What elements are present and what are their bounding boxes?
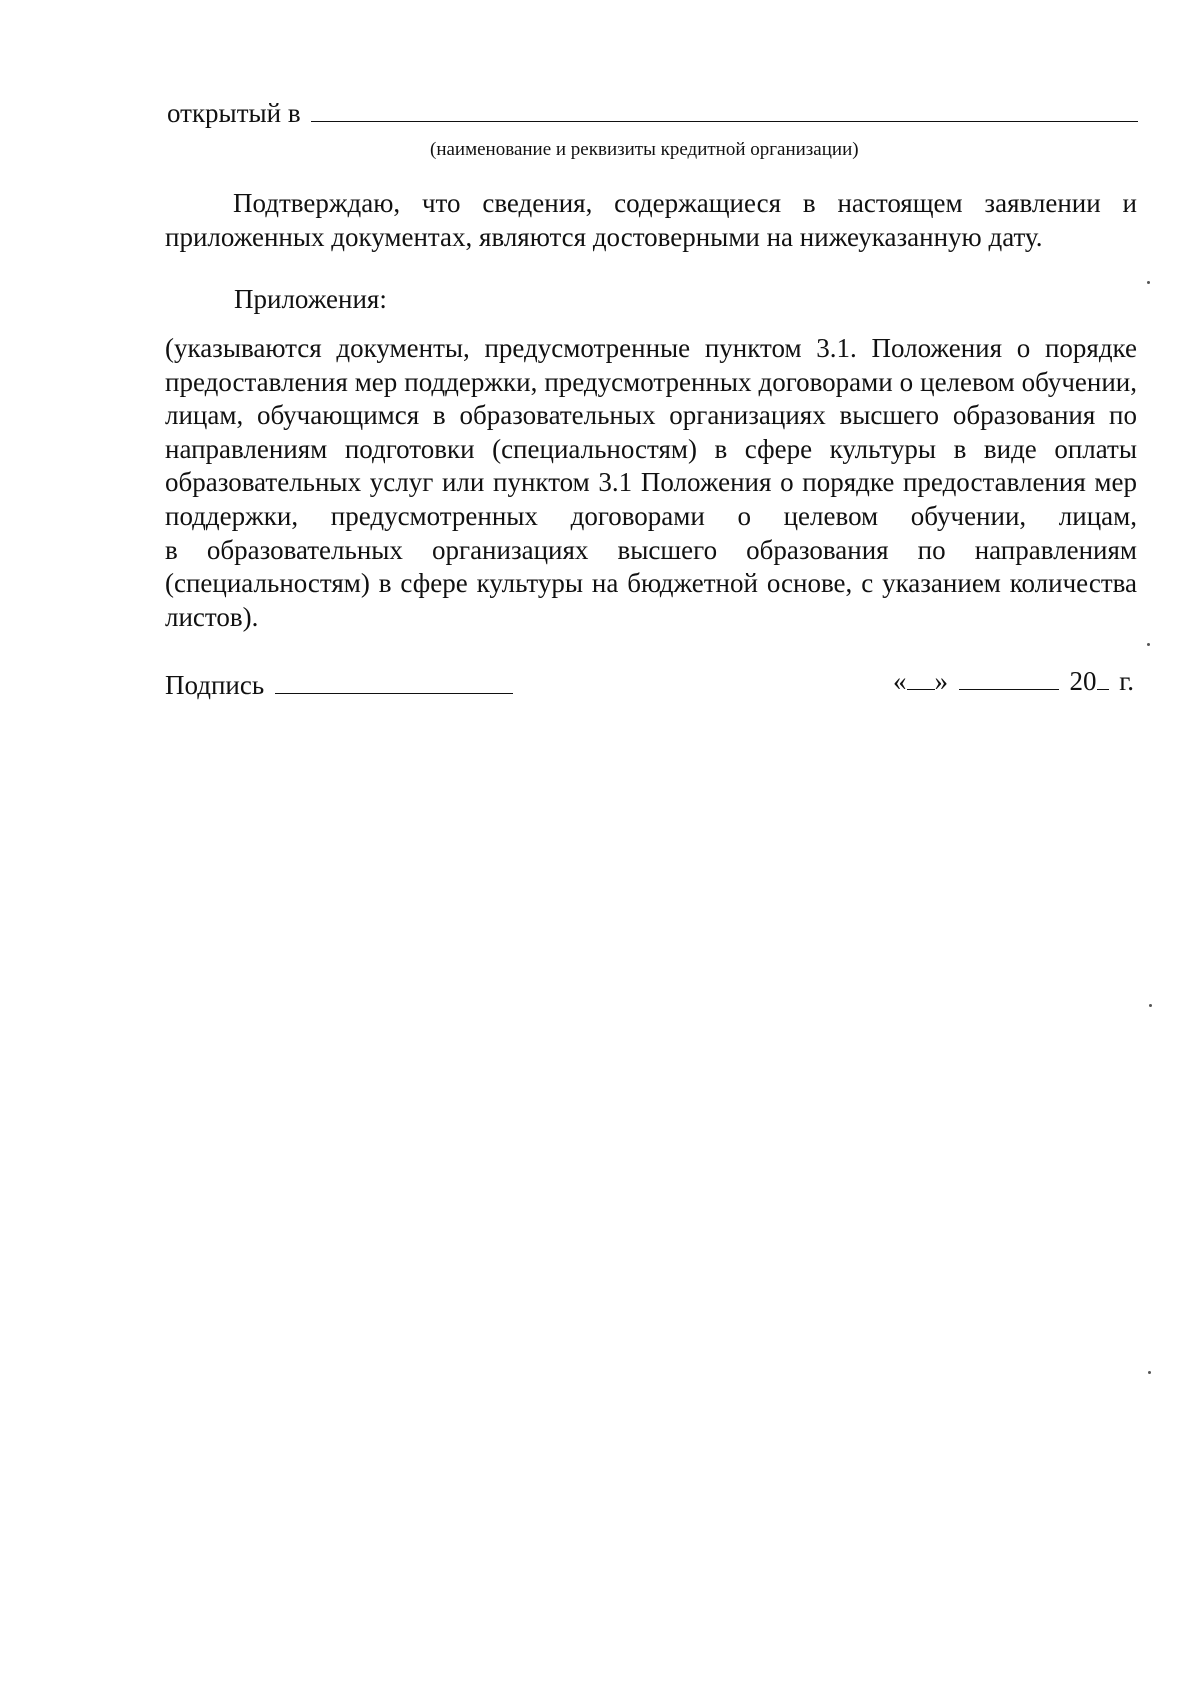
account-bank-caption: (наименование и реквизиты кредитной организации) <box>430 139 859 160</box>
date-month-blank[interactable] <box>959 669 1059 690</box>
date-open-quote: « <box>893 666 907 696</box>
date-year-blank[interactable] <box>1097 669 1109 690</box>
attachments-note-line: (указываются документы, предусмотренные пунктом 3.1. Положения о порядке <box>165 333 1137 363</box>
confirm-paragraph <box>165 187 1137 254</box>
attachments-note-line: направлениям подготовки (специальностям) в сфере культуры в виде оплаты <box>165 433 1137 464</box>
attachments-heading: Приложения: <box>234 284 387 314</box>
scan-speck <box>1147 281 1150 284</box>
date-line <box>893 664 1134 698</box>
account-bank-line <box>167 96 1138 130</box>
confirm-line-1: Подтверждаю, что сведения, содержащиеся в настоящем заявлении и <box>233 188 1137 218</box>
attachments-note <box>165 332 1137 634</box>
signature-blank[interactable] <box>275 673 513 694</box>
attachments-note-line: предоставления мер поддержки, предусмотренных договорами о целевом обучении, <box>165 366 1137 397</box>
scan-speck <box>1149 1004 1152 1007</box>
date-close-quote: » <box>934 666 948 696</box>
date-year-suffix: г. <box>1119 666 1135 696</box>
attachments-note-line: поддержки, предусмотренных договорами о целевом обучении, лицам, <box>165 500 1137 531</box>
signature-line <box>165 668 513 702</box>
attachments-note-line: в образовательных организациях высшего образования по направлениям <box>165 534 1137 565</box>
attachments-note-line: листов). <box>165 601 259 632</box>
attachments-note-line: образовательных услуг или пунктом 3.1 Положения о порядке предоставления мер <box>165 467 1137 498</box>
signature-label: Подпись <box>165 670 265 700</box>
account-bank-label: открытый в <box>167 98 301 128</box>
confirm-line-2: приложенных документах, являются достоверными на нижеуказанную дату. <box>165 221 1043 252</box>
date-year-prefix: 20 <box>1069 666 1097 696</box>
account-bank-blank[interactable] <box>311 101 1138 122</box>
date-day-blank[interactable] <box>907 669 935 690</box>
attachments-note-line: лицам, обучающимся в образовательных организациях высшего образования по <box>165 400 1137 431</box>
attachments-note-line: (специальностям) в сфере культуры на бюджетной основе, с указанием количества <box>165 568 1137 599</box>
scan-speck <box>1147 643 1150 646</box>
scan-speck <box>1148 1371 1151 1374</box>
